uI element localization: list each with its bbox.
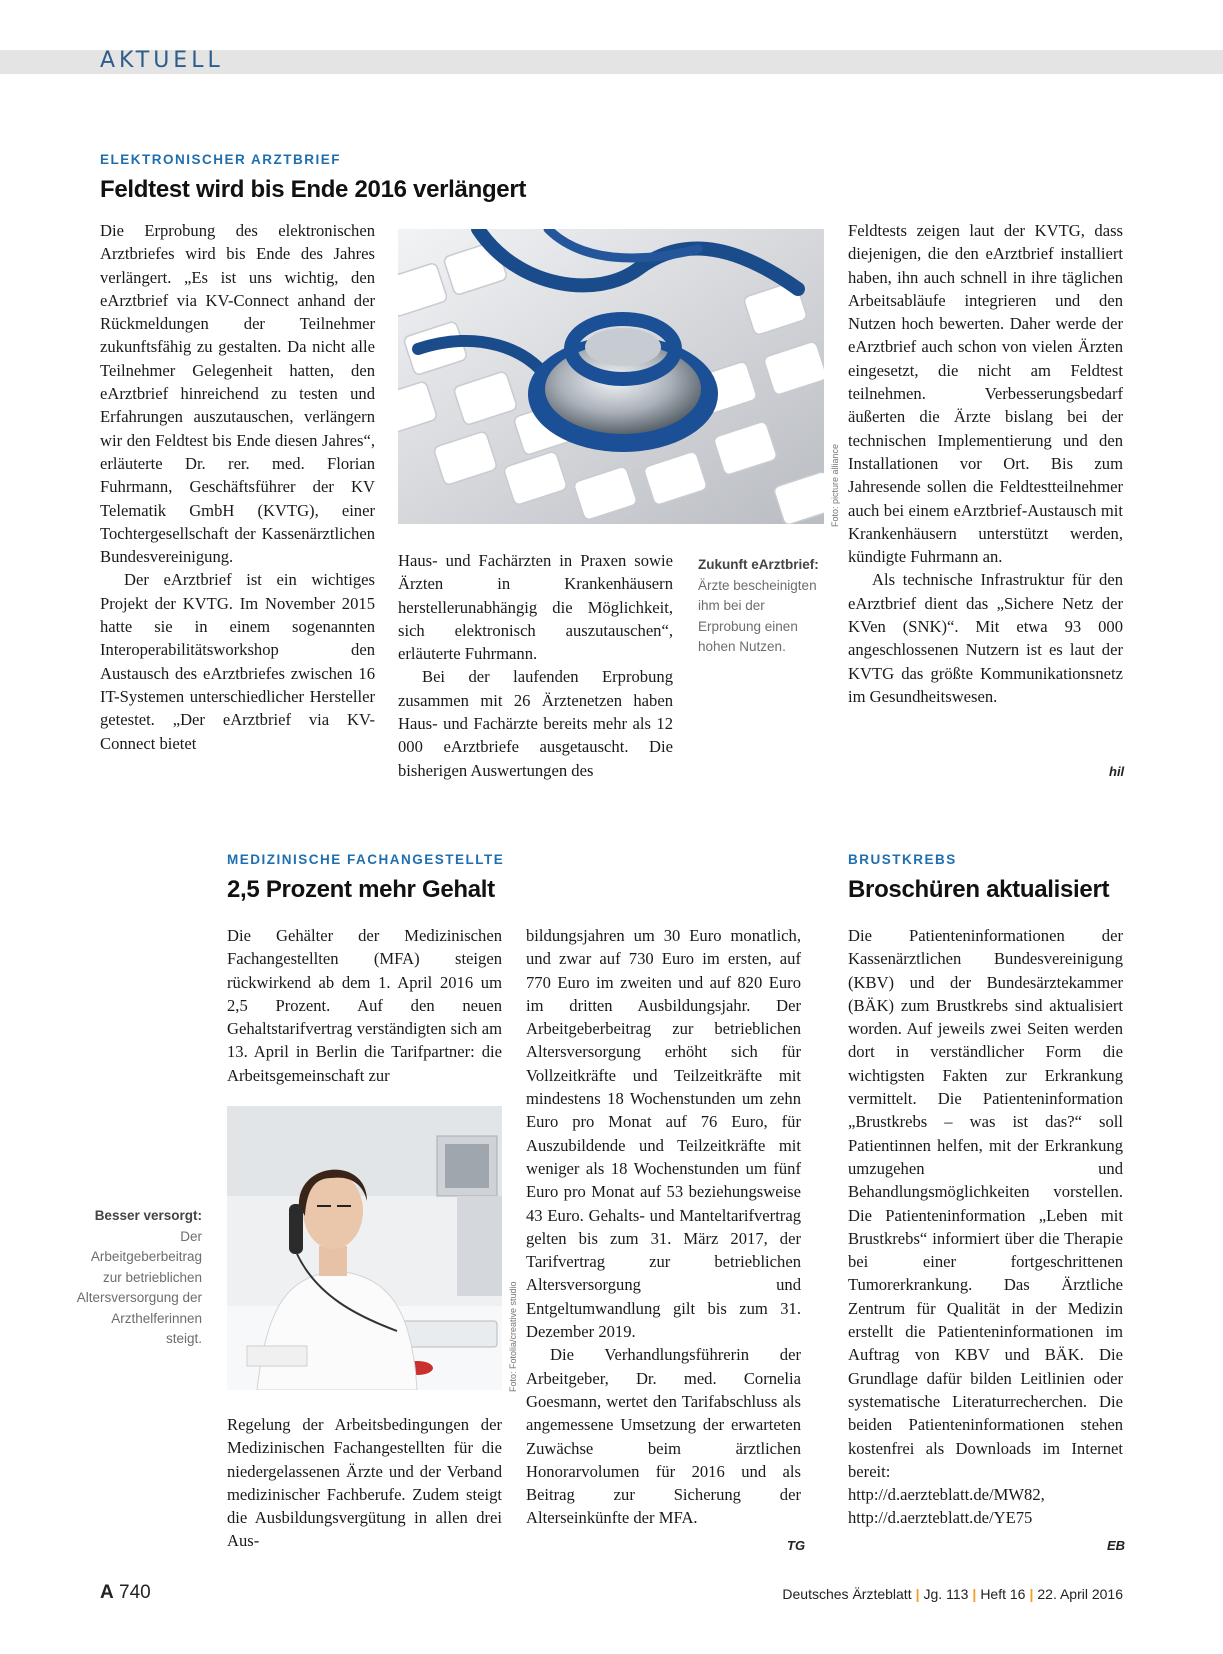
- article3-column: [848, 924, 1123, 1530]
- article3-body: Die Patienteninformationen der Kassenärztlichen Bundesvereinigung (KBV) und der Bundesärztekammer (BÄK) zum Brustkrebs sind aktualisiert worden. Auf jeweils zwei Seiten werden dort in verständlicher Form die wichtigsten Fakten zur Erkrankung vermittelt. Die Patienteninformation „Brustkrebs – was ist das?“ soll Patientinnen helfen, mit der Erkrankung umzugehen und Behandlungsmöglichkeiten vorstellen. Die Patienteninformation „Leben mit Brustkrebs“ informiert über die Therapie bei einer fortgeschrittenen Tumorerkrankung. Das Ärztliche Zentrum für Qualität in der Medizin erstellt die Patienteninformationen im Auftrag von KBV und BÄK. Die Grundlage dafür bilden Leitlinien oder systematische Literaturrecherchen. Die beiden Patienteninformationen stehen kostenfrei als Downloads im Internet bereit:: [848, 926, 1123, 1481]
- journal-date: 22. April 2016: [1037, 1586, 1123, 1602]
- medical-assistant-photo: [227, 1106, 502, 1390]
- article1-author-signature: hil: [1109, 764, 1125, 779]
- article1-column-1: [100, 219, 375, 755]
- article3-link-1[interactable]: http://d.aerzteblatt.de/MW82,: [848, 1485, 1045, 1505]
- journal-footer: [782, 1586, 1123, 1602]
- article2-headline: 2,5 Prozent mehr Gehalt: [227, 876, 495, 903]
- journal-volume: Jg. 113: [923, 1586, 969, 1602]
- article2-author-signature: TG: [787, 1538, 806, 1553]
- article1-col1-paragraph-2: Der eArztbrief ist ein wichtiges Projekt der KVTG. Im November 2015 hatte sie in einem sogenannten Interoperabilitätsworkshop den Austausch des eArztbriefes zwischen 16 IT-Systemen unterschiedlicher Hersteller getestet. „Der eArztbrief via KV-Connect bietet: [100, 570, 375, 753]
- article1-col3-paragraph-1: Feldtests zeigen laut der KVTG, dass diejenigen, die den eArztbrief installiert haben, ihn auch schnell in ihre täglichen Arbeitsabläufe integrieren und den Nutzen hoch bewerten. Daher werde der eArztbrief auch schon von vielen Ärzten eingesetzt, die nicht am Feldtest teilnehmen. Verbesserungsbedarf äußerten die Ärzte bislang bei der technischen Implementierung und den Installationen vor Ort. Bis zum Jahresende sollen die Feldtestteilnehmer auch bei einem eArztbrief-Austausch mit Krankenhäusern unterstützt werden, kündigte Fuhrmann an.: [848, 221, 1123, 567]
- article1-col3-paragraph-2: Als technische Infrastruktur für den eArztbrief dient das „Sichere Netz der KVen (SNK)“. Mit etwa 93 000 angeschlossenen Nutzern ist es laut der KVTG das größte Kommunikationsnetz im Gesundheitswesen.: [848, 570, 1123, 706]
- footer-separator: |: [1029, 1586, 1034, 1602]
- footer-separator: |: [915, 1586, 920, 1602]
- footer-separator: |: [972, 1586, 977, 1602]
- article3-link-2[interactable]: http://d.aerzteblatt.de/YE75: [848, 1508, 1033, 1528]
- article2-photo-credit: Foto: Fotolia/creative studio: [508, 1281, 518, 1392]
- article2-kicker: MEDIZINISCHE FACHANGESTELLTE: [227, 852, 505, 867]
- article1-kicker: ELEKTRONISCHER ARZTBRIEF: [100, 152, 341, 167]
- article1-headline: Feldtest wird bis Ende 2016 verlängert: [100, 176, 527, 203]
- article1-caption-text: Ärzte bescheinigten ihm bei der Erprobung einen hohen Nutzen.: [698, 577, 817, 654]
- article1-photo-credit: Foto: picture alliance: [830, 443, 840, 527]
- article2-caption-text: Der Arbeitgeberbeitrag zur betrieblichen Altersversorgung der Arzthelferinnen steigt.: [76, 1228, 202, 1346]
- journal-issue: Heft 16: [980, 1586, 1026, 1602]
- article1-col2-paragraph-2: Bei der laufenden Erprobung zusammen mit 26 Ärztenetzen haben Haus- und Fachärzte bereits mehr als 12 000 eArztbriefe ausgetauscht. Die bisherigen Auswertungen des: [398, 667, 673, 780]
- section-label: AKTUELL: [100, 48, 224, 73]
- article2-column-2: [526, 924, 801, 1530]
- article3-kicker: BRUSTKREBS: [848, 852, 957, 867]
- article2-photo-caption: [76, 1206, 202, 1350]
- article2-col1-paragraph-2: Regelung der Arbeitsbedingungen der Medizinischen Fachangestellten für die niedergelassenen Ärzte und der Verband medizinischer Fachberufe. Zudem steigt die Ausbildungsvergütung in allen drei Aus-: [227, 1415, 502, 1551]
- article3-author-signature: EB: [1107, 1538, 1126, 1553]
- article1-caption-lead: Zukunft eArztbrief:: [698, 557, 819, 572]
- article1-col2-paragraph-1: Haus- und Fachärzten in Praxen sowie Ärzten in Krankenhäusern herstellerunabhängig die Möglichkeit, sich elektronisch auszutauschen“, erläuterte Fuhrmann.: [398, 551, 673, 664]
- article2-col1-paragraph-1: Die Gehälter der Medizinischen Fachangestellten (MFA) steigen rückwirkend ab dem 1. April 2016 um 2,5 Prozent. Auf den neuen Gehaltstarifvertrag verständigten sich am 13. April in Berlin die Tarifpartner: die Arbeitsgemeinschaft zur: [227, 926, 502, 1085]
- article2-col2-paragraph-2: Die Verhandlungsführerin der Arbeitgeber, Dr. med. Cornelia Goesmann, wertet den Tarifabschluss als angemessene Umsetzung der erwarteten Zuwächse beim ärztlichen Honorarvolumen für 2016 und als Beitrag zur Sicherung der Alterseinkünfte der MFA.: [526, 1345, 801, 1528]
- journal-name: Deutsches Ärzteblatt: [782, 1586, 912, 1602]
- page-number: [100, 1582, 151, 1604]
- article3-headline: Broschüren aktualisiert: [848, 876, 1110, 903]
- article1-column-3: [848, 219, 1123, 708]
- article2-column-1-top: [227, 924, 502, 1087]
- article1-col1-paragraph-1: Die Erprobung des elektronischen Arztbriefes wird bis Ende des Jahres verlängert. „Es ist uns wichtig, den eArztbrief via KV-Connect anhand der Rückmeldungen der Teilnehmer zukunftsfähig zu gestalten. Da nicht alle Teilnehmer Gelegenheit hatten, den eArztbrief hinreichend zu testen und Erfahrungen auszutauschen, verlängern wir den Feldtest bis Ende diesen Jahres“, erläuterte Dr. rer. med. Florian Fuhrmann, Geschäftsführer der KV Telematik GmbH (KVTG), einer Tochtergesellschaft der Kassenärztlichen Bundesvereinigung.: [100, 221, 375, 567]
- page-number-value: 740: [119, 1582, 151, 1603]
- article2-col2-paragraph-1: bildungsjahren um 30 Euro monatlich, und zwar auf 730 Euro im ersten, auf 770 Euro im zweiten und auf 820 Euro im dritten Ausbildungsjahr. Der Arbeitgeberbeitrag zur betrieblichen Altersversorgung erhöht sich für Vollzeitkräfte und Teilzeitkräfte mit mindestens 18 Wochenstunden um zehn Euro pro Monat auf 76 Euro, für Auszubildende und Teilzeitkräfte mit weniger als 18 Wochenstunden um fünf Euro pro Monat auf 53 beziehungsweise 43 Euro. Gehalts- und Manteltarifvertrag gelten bis zum 31. März 2017, der Tarifvertrag zur betrieblichen Altersversorgung und Entgeltumwandlung gilt bis zum 31. Dezember 2019.: [526, 926, 801, 1342]
- article1-photo-caption: [698, 555, 828, 658]
- article2-column-1-bottom: [227, 1413, 502, 1553]
- article2-caption-lead: Besser versorgt:: [94, 1208, 202, 1223]
- stethoscope-keyboard-photo: [398, 229, 824, 524]
- page-prefix: A: [100, 1582, 114, 1603]
- article1-column-2: [398, 549, 673, 782]
